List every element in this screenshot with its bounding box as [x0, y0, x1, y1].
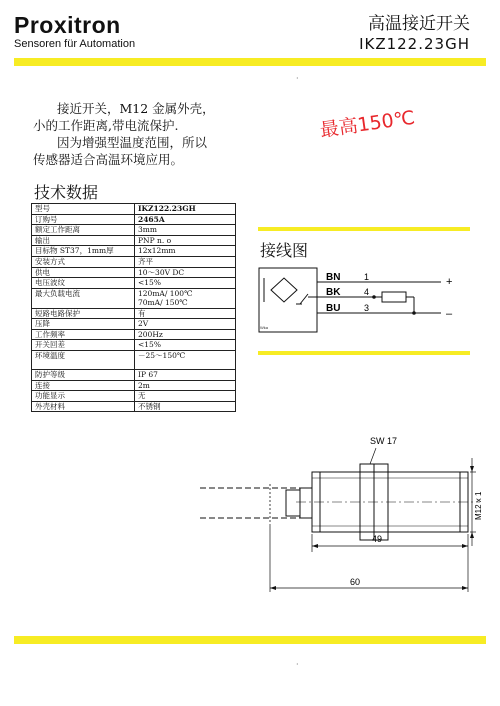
spec-value-line: 70mA/ 150℃: [138, 298, 188, 308]
spec-value: 齐平: [135, 256, 236, 267]
total-length-label: 60: [350, 577, 361, 587]
spec-key: 额定工作距离: [32, 225, 135, 236]
spec-row: [32, 329, 236, 340]
spec-value-line: 120mA/ 100℃: [138, 288, 193, 298]
spec-key: 安装方式: [32, 256, 135, 267]
header-divider: [14, 58, 486, 66]
wiring-bottom-line: [258, 351, 470, 355]
logo-wordmark: Proxitron: [14, 12, 121, 38]
wire-num-1: 1: [364, 272, 370, 282]
spec-value: －25～150℃: [135, 350, 236, 369]
wire-num-2: 4: [364, 287, 370, 297]
spec-value: PNP n. o: [135, 235, 236, 246]
spec-row: [32, 380, 236, 391]
spec-row: [32, 369, 236, 380]
spec-key: 压降: [32, 319, 135, 330]
spec-key: 防护等级: [32, 369, 135, 380]
spec-row: [32, 225, 236, 236]
spec-value: <15%: [135, 278, 236, 289]
wire-label-2: BK: [326, 287, 341, 298]
sensor-box: [259, 268, 317, 332]
spec-row: [32, 204, 236, 215]
wiring-title: 接线图: [260, 241, 309, 260]
spec-value: 2V: [135, 319, 236, 330]
spec-row: [32, 267, 236, 278]
brand-logo: [14, 13, 144, 51]
intro-text: [33, 100, 218, 168]
spec-value: IKZ122.23GH: [135, 204, 236, 215]
spec-key: 功能显示: [32, 391, 135, 402]
spec-key: 环境温度: [32, 350, 135, 369]
spec-value: [135, 288, 236, 308]
spec-value: 无: [135, 391, 236, 402]
spec-key: 型号: [32, 204, 135, 215]
spec-key: 目标物 ST37，1mm厚: [32, 246, 135, 257]
spec-row: [32, 401, 236, 412]
spec-row: [32, 278, 236, 289]
spec-row: [32, 391, 236, 402]
logo-tagline: Sensoren für Automation: [14, 38, 136, 50]
spec-value: 200Hz: [135, 329, 236, 340]
footer-divider: [14, 636, 486, 644]
decorative-dot: ·: [296, 74, 299, 83]
wiring-diagram: [256, 262, 470, 346]
wrench-size-label: SW 17: [370, 436, 398, 446]
wire-sign-minus: –: [446, 308, 453, 320]
spec-value: 10～30V DC: [135, 267, 236, 278]
wire-label-1: BN: [326, 272, 341, 283]
spec-value: 3mm: [135, 225, 236, 236]
spec-key: 电压波纹: [32, 278, 135, 289]
body-length-label: 49: [372, 534, 383, 544]
spec-row: [32, 319, 236, 330]
spec-key: 输出: [32, 235, 135, 246]
spec-row: [32, 256, 236, 267]
spec-row: [32, 350, 236, 369]
spec-key: 连接: [32, 380, 135, 391]
wiring-top-line: [258, 227, 470, 231]
max-temp-highlight: 最高150℃: [318, 106, 417, 142]
decorative-dot: ·: [296, 660, 299, 669]
wire-num-3: 3: [364, 303, 370, 313]
wire-sign-plus: +: [446, 276, 453, 288]
spec-row: [32, 340, 236, 351]
spec-key: 供电: [32, 267, 135, 278]
sensor-symbol-icon: [264, 278, 297, 302]
spec-row: [32, 214, 236, 225]
spec-key: 外壳材料: [32, 401, 135, 412]
spec-value: IP 67: [135, 369, 236, 380]
intro-paragraph-2: 因为增强型温度范围，所以传感器适合高温环境应用。: [33, 135, 208, 167]
spec-row: [32, 246, 236, 257]
spec-key: 订购号: [32, 214, 135, 225]
spec-row: [32, 235, 236, 246]
spec-value: 12x12mm: [135, 246, 236, 257]
load-resistor: [382, 292, 406, 302]
intro-paragraph-1: 接近开关，M12 金属外壳，小的工作距离,带电流保护.: [33, 101, 215, 133]
spec-value: 2m: [135, 380, 236, 391]
spec-key: 工作频率: [32, 329, 135, 340]
spec-value: 不锈钢: [135, 401, 236, 412]
product-title: 高温接近开关: [368, 14, 470, 34]
spec-row: [32, 308, 236, 319]
spec-key: 开关回差: [32, 340, 135, 351]
spec-value: <15%: [135, 340, 236, 351]
specs-table: [31, 203, 236, 412]
wire-label-3: BU: [326, 303, 341, 314]
switch-contact: [300, 294, 308, 304]
spec-key: 短路电路保护: [32, 308, 135, 319]
product-model: IKZ122.23GH: [359, 35, 470, 53]
spec-row: [32, 288, 236, 308]
thread-size-label: M12 x 1: [474, 491, 483, 520]
spec-key: 最大负载电流: [32, 288, 135, 308]
spec-value: 有: [135, 308, 236, 319]
spec-value: 2465A: [135, 214, 236, 225]
specs-title: 技术数据: [34, 183, 99, 202]
dimension-drawing: [200, 428, 485, 598]
svg-text:Wka: Wka: [260, 325, 268, 330]
